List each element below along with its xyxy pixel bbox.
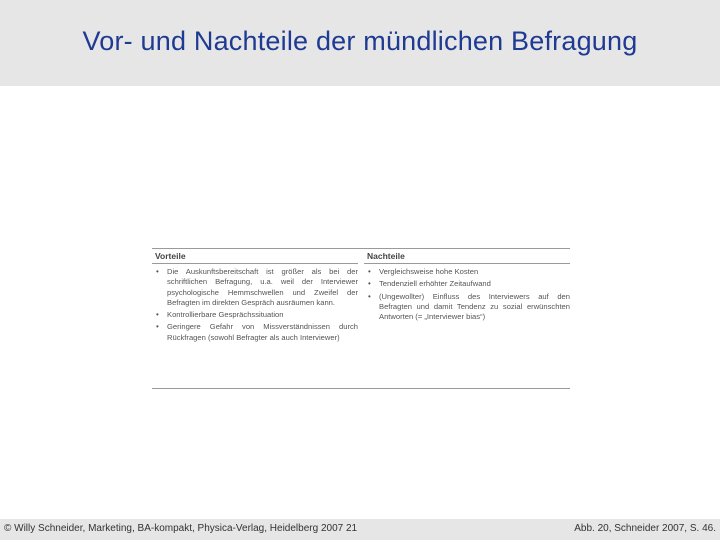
advantage-item: • Die Auskunftsbereitschaft ist größer als bei der schriftlichen Befragung, u.a. weil der Interviewer psychologische Hemmschwellen und Zweifel der Befragten im direkten Gespräch ausräumen kann.: [152, 267, 358, 308]
advantage-item: • Geringere Gefahr von Missverständnissen durch Rückfragen (sowohl Befragter als auch Interviewer): [152, 322, 358, 343]
advantages-list: [152, 264, 358, 343]
title-bar: [0, 0, 720, 86]
disadvantage-item: • Tendenziell erhöhter Zeitaufwand: [364, 279, 570, 289]
disadvantages-list: [364, 264, 570, 322]
advantage-item: • Kontrollierbare Gesprächssituation: [152, 310, 358, 320]
disadvantages-header: Nachteile: [364, 249, 570, 264]
advantages-column: [152, 249, 358, 345]
figure-reference: Abb. 20, Schneider 2007, S. 46.: [574, 523, 716, 534]
disadvantages-column: [364, 249, 570, 324]
copyright-text: © Willy Schneider, Marketing, BA-kompakt, Physica-Verlag, Heidelberg 2007 21: [4, 523, 358, 534]
pros-cons-table: [152, 248, 570, 389]
disadvantage-item: • (Ungewollter) Einfluss des Interviewers auf den Befragten und damit Tendenz zu sozial erwünschten Antworten (= „Interviewer bias“): [364, 292, 570, 323]
advantages-header: Vorteile: [152, 249, 358, 264]
disadvantage-item: • Vergleichsweise hohe Kosten: [364, 267, 570, 277]
footer-bar: [0, 519, 720, 540]
slide-title: Vor- und Nachteile der mündlichen Befragung: [82, 26, 638, 56]
